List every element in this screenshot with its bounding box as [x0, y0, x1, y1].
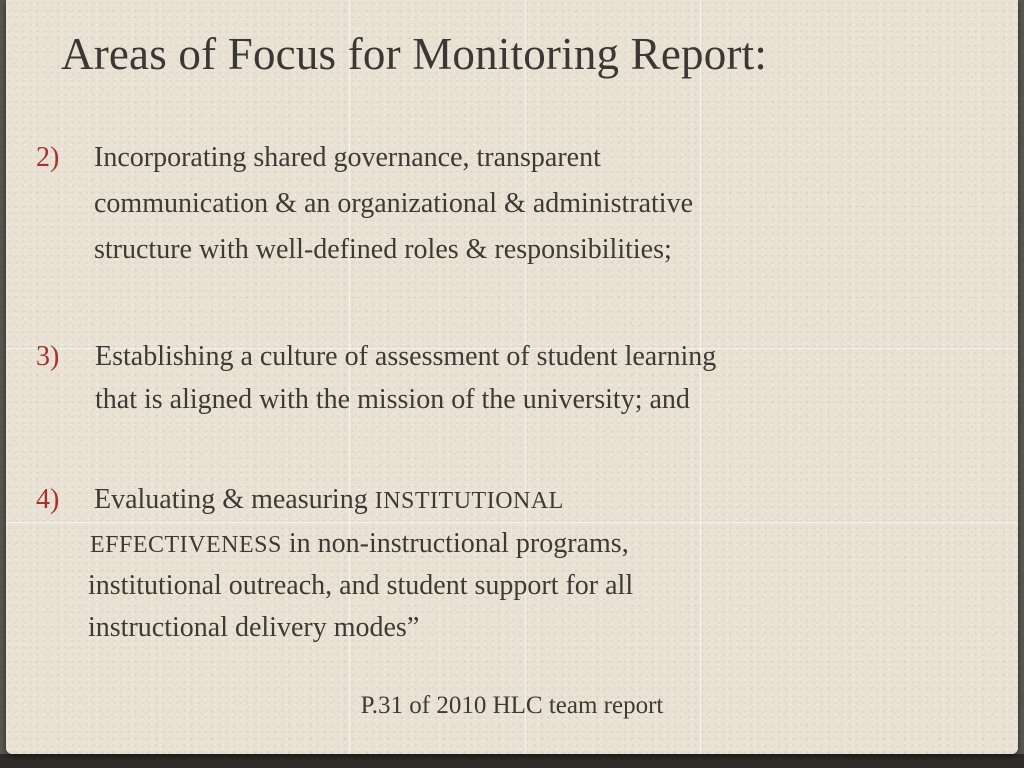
- list-item-line: [90, 528, 629, 560]
- slide: [6, 0, 1018, 754]
- list-item-line: communication & an organizational & administrative: [94, 188, 693, 219]
- list-item-number: 2): [36, 142, 60, 173]
- list-item-line: Establishing a culture of assessment of student learning: [95, 341, 717, 372]
- emphasis-text: EFFECTIVENESS: [90, 532, 282, 558]
- grid-line: [700, 0, 701, 754]
- grid-line: [525, 0, 526, 754]
- list-item-number: 3): [36, 341, 60, 372]
- list-item-text: Evaluating & measuring: [94, 484, 375, 515]
- emphasis-text: INSTITUTIONAL: [374, 488, 564, 514]
- list-item-line: structure with well-defined roles & responsibilities;: [94, 234, 672, 265]
- window-bottom-edge: [0, 754, 1024, 768]
- source-citation: P.31 of 2010 HLC team report: [360, 692, 664, 719]
- list-item-line: institutional outreach, and student support for all: [88, 570, 634, 601]
- list-item-line: [94, 484, 564, 516]
- grid-line: [6, 522, 1018, 523]
- list-item-number: 4): [36, 484, 60, 515]
- list-item-text: in non-instructional programs,: [281, 528, 629, 559]
- list-item-line: that is aligned with the mission of the university; and: [95, 384, 690, 415]
- slide-title: Areas of Focus for Monitoring Report:: [61, 29, 768, 79]
- list-item-line: Incorporating shared governance, transparent: [94, 142, 601, 173]
- list-item-line: instructional delivery modes”: [88, 612, 420, 643]
